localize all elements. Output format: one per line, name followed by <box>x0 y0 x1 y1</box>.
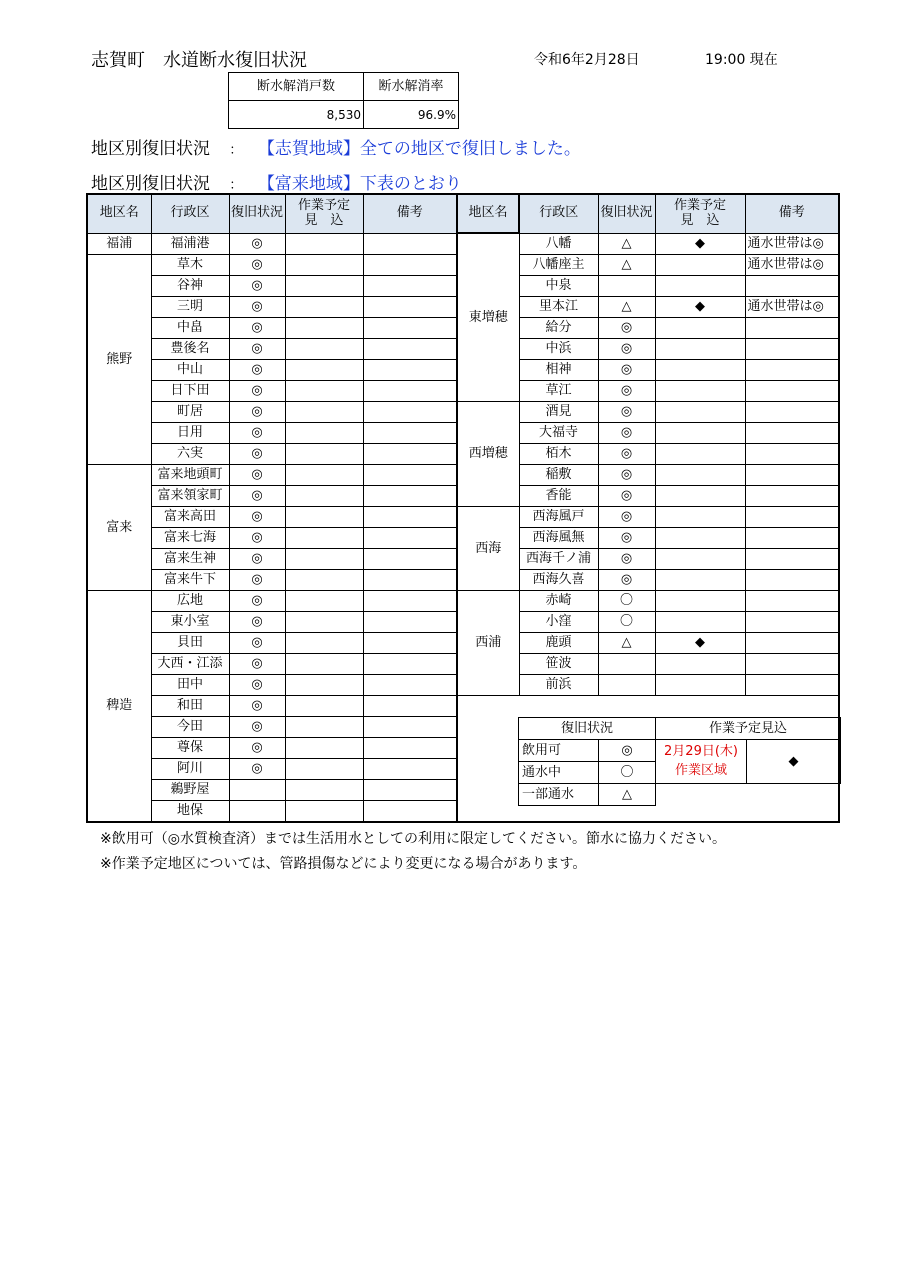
schedule-cell <box>285 233 363 254</box>
status-cell: ◎ <box>598 548 655 569</box>
schedule-cell <box>285 485 363 506</box>
schedule-cell <box>285 800 363 822</box>
header-schedule <box>655 194 745 233</box>
status-cell: ◎ <box>229 317 285 338</box>
remarks-cell: 通水世帯は◎ <box>745 233 839 254</box>
admin-cell: 笹波 <box>519 653 598 674</box>
admin-cell: 鵜野屋 <box>151 779 229 800</box>
remarks-cell <box>363 296 457 317</box>
remarks-cell <box>745 338 839 359</box>
table-row <box>87 506 839 527</box>
households-label: 断水解消戸数 <box>229 73 364 101</box>
status-cell: ◎ <box>229 443 285 464</box>
admin-cell: 富来領家町 <box>151 485 229 506</box>
schedule-cell <box>655 422 745 443</box>
admin-cell: 今田 <box>151 716 229 737</box>
remarks-cell <box>363 569 457 590</box>
schedule-cell <box>285 695 363 716</box>
legend-symbol: △ <box>599 784 656 806</box>
admin-cell: 三明 <box>151 296 229 317</box>
rate-value: 96.9% <box>364 101 459 129</box>
remarks-cell <box>745 548 839 569</box>
header-admin: 行政区 <box>519 194 598 233</box>
page-title: 志賀町 水道断水復旧状況 <box>91 50 307 71</box>
remarks-cell <box>363 632 457 653</box>
admin-cell: 日用 <box>151 422 229 443</box>
schedule-cell <box>285 548 363 569</box>
admin-cell: 前浜 <box>519 674 598 695</box>
remarks-cell <box>363 548 457 569</box>
status-cell: ◎ <box>598 569 655 590</box>
admin-cell: 栢木 <box>519 443 598 464</box>
admin-cell: 中泉 <box>519 275 598 296</box>
schedule-cell <box>285 359 363 380</box>
schedule-cell <box>655 569 745 590</box>
remarks-cell: 通水世帯は◎ <box>745 296 839 317</box>
district-cell: 西増穂 <box>457 401 519 506</box>
remarks-cell <box>745 422 839 443</box>
status-cell: ◎ <box>598 443 655 464</box>
admin-cell: 中浜 <box>519 338 598 359</box>
schedule-cell <box>285 254 363 275</box>
status-line-togi <box>91 169 462 194</box>
status-cell: ◎ <box>229 590 285 611</box>
schedule-cell <box>285 590 363 611</box>
status-cell: ◎ <box>229 485 285 506</box>
remarks-cell: 通水世帯は◎ <box>745 254 839 275</box>
legend-schedule-header: 作業予定見込 <box>656 718 841 740</box>
remarks-cell <box>363 443 457 464</box>
legend-schedule-cell <box>656 740 747 784</box>
remarks-cell <box>363 338 457 359</box>
remarks-cell <box>745 632 839 653</box>
remarks-cell <box>745 359 839 380</box>
admin-cell: 給分 <box>519 317 598 338</box>
legend-symbol: 〇 <box>599 762 656 784</box>
remarks-cell <box>745 401 839 422</box>
status-cell: △ <box>598 233 655 254</box>
status-cell: ◎ <box>229 527 285 548</box>
admin-cell: 赤崎 <box>519 590 598 611</box>
status-cell: ◎ <box>598 338 655 359</box>
status-cell <box>598 275 655 296</box>
status-cell <box>229 800 285 822</box>
remarks-cell <box>363 590 457 611</box>
status-line-text: 全ての地区で復旧しました。 <box>359 139 581 159</box>
table-row <box>87 401 839 422</box>
schedule-cell <box>285 674 363 695</box>
summary-table <box>228 72 459 129</box>
status-cell: ◎ <box>598 464 655 485</box>
status-cell: ◎ <box>229 737 285 758</box>
status-cell: △ <box>598 254 655 275</box>
admin-cell: 西海千ノ浦 <box>519 548 598 569</box>
admin-cell: 西海久喜 <box>519 569 598 590</box>
admin-cell: 草江 <box>519 380 598 401</box>
remarks-cell <box>363 401 457 422</box>
admin-cell: 六実 <box>151 443 229 464</box>
legend-label: 飲用可 <box>519 740 599 762</box>
remarks-cell <box>363 653 457 674</box>
schedule-cell <box>655 506 745 527</box>
header-schedule-line2: 見 込 <box>304 212 344 228</box>
admin-cell: 尊保 <box>151 737 229 758</box>
remarks-cell <box>363 233 457 254</box>
remarks-cell <box>745 506 839 527</box>
district-cell: 熊野 <box>87 254 151 464</box>
report-time: 19:00 現在 <box>705 52 778 68</box>
status-cell <box>598 674 655 695</box>
header-schedule-line1: 作業予定 <box>297 197 350 213</box>
remarks-cell <box>745 674 839 695</box>
schedule-cell <box>285 527 363 548</box>
status-cell <box>598 653 655 674</box>
schedule-cell <box>285 779 363 800</box>
schedule-cell <box>285 401 363 422</box>
status-cell: ◎ <box>598 317 655 338</box>
status-cell: ◎ <box>229 233 285 254</box>
note-2: ※作業予定地区については、管路損傷などにより変更になる場合があります。 <box>100 856 587 872</box>
schedule-cell <box>655 401 745 422</box>
schedule-cell <box>285 737 363 758</box>
status-cell: ◎ <box>598 527 655 548</box>
status-cell: ◎ <box>229 506 285 527</box>
admin-cell: 里本江 <box>519 296 598 317</box>
admin-cell: 大福寺 <box>519 422 598 443</box>
admin-cell: 八幡座主 <box>519 254 598 275</box>
admin-cell: 東小室 <box>151 611 229 632</box>
remarks-cell <box>363 716 457 737</box>
schedule-cell <box>655 527 745 548</box>
admin-cell: 広地 <box>151 590 229 611</box>
remarks-cell <box>363 779 457 800</box>
status-cell: ◎ <box>598 380 655 401</box>
status-line-shika <box>91 134 581 159</box>
admin-cell: 相神 <box>519 359 598 380</box>
remarks-cell <box>745 653 839 674</box>
status-line-label: 地区別復旧状況 <box>91 174 210 194</box>
status-line-colon: ： <box>229 178 243 193</box>
schedule-cell <box>285 380 363 401</box>
schedule-cell <box>655 338 745 359</box>
admin-cell: 大西・江添 <box>151 653 229 674</box>
schedule-cell <box>285 569 363 590</box>
status-cell: ◎ <box>229 422 285 443</box>
status-cell: ◎ <box>229 758 285 779</box>
header-remarks: 備考 <box>745 194 839 233</box>
status-cell: ◎ <box>229 674 285 695</box>
status-line-colon: ： <box>229 143 243 158</box>
remarks-cell <box>745 527 839 548</box>
schedule-cell <box>655 254 745 275</box>
admin-cell: 貝田 <box>151 632 229 653</box>
remarks-cell <box>745 485 839 506</box>
admin-cell: 町居 <box>151 401 229 422</box>
header-district: 地区名 <box>87 194 151 233</box>
schedule-cell <box>655 317 745 338</box>
status-cell: △ <box>598 296 655 317</box>
status-cell: ◎ <box>229 569 285 590</box>
status-cell: 〇 <box>598 590 655 611</box>
remarks-cell <box>745 590 839 611</box>
remarks-cell <box>363 317 457 338</box>
header-district: 地区名 <box>457 194 519 233</box>
header-status: 復旧状況 <box>229 194 285 233</box>
header-schedule-line1: 作業予定 <box>673 197 726 213</box>
district-cell: 西浦 <box>457 590 519 695</box>
admin-cell: 日下田 <box>151 380 229 401</box>
remarks-cell <box>745 569 839 590</box>
remarks-cell <box>363 737 457 758</box>
remarks-cell <box>363 359 457 380</box>
legend-label: 通水中 <box>519 762 599 784</box>
admin-cell: 稲敷 <box>519 464 598 485</box>
admin-cell: 八幡 <box>519 233 598 254</box>
remarks-cell <box>363 275 457 296</box>
status-cell: ◎ <box>598 506 655 527</box>
schedule-cell <box>655 611 745 632</box>
district-cell: 東増穂 <box>457 233 519 401</box>
status-cell: △ <box>598 632 655 653</box>
header-admin: 行政区 <box>151 194 229 233</box>
admin-cell: 中山 <box>151 359 229 380</box>
schedule-cell <box>655 275 745 296</box>
legend-table <box>518 717 841 806</box>
district-cell: 富来 <box>87 464 151 590</box>
status-cell: ◎ <box>229 632 285 653</box>
legend-blank <box>656 784 841 806</box>
admin-cell: 谷神 <box>151 275 229 296</box>
remarks-cell <box>363 380 457 401</box>
remarks-cell <box>363 674 457 695</box>
status-line-region: 【富来地域】 <box>257 174 360 194</box>
remarks-cell <box>363 485 457 506</box>
rate-label: 断水解消率 <box>364 73 459 101</box>
table-row <box>87 233 839 254</box>
remarks-cell <box>745 611 839 632</box>
table-row <box>87 695 839 716</box>
status-line-region: 【志賀地域】 <box>257 139 360 159</box>
remarks-cell <box>363 464 457 485</box>
note-1: ※飲用可（◎水質検査済）までは生活用水としての利用に限定してください。節水に協力ください。 <box>100 831 726 847</box>
schedule-cell <box>285 653 363 674</box>
schedule-cell <box>655 464 745 485</box>
status-cell: ◎ <box>229 359 285 380</box>
header-remarks: 備考 <box>363 194 457 233</box>
status-cell: ◎ <box>229 611 285 632</box>
status-cell: ◎ <box>229 338 285 359</box>
status-cell: ◎ <box>229 401 285 422</box>
status-cell: ◎ <box>598 485 655 506</box>
status-cell: ◎ <box>229 380 285 401</box>
header-status: 復旧状況 <box>598 194 655 233</box>
remarks-cell <box>363 506 457 527</box>
schedule-cell <box>655 674 745 695</box>
admin-cell: 和田 <box>151 695 229 716</box>
admin-cell: 鹿頭 <box>519 632 598 653</box>
schedule-cell <box>285 296 363 317</box>
schedule-cell <box>285 275 363 296</box>
schedule-cell <box>655 443 745 464</box>
legend-label: 一部通水 <box>519 784 599 806</box>
admin-cell: 富来生神 <box>151 548 229 569</box>
admin-cell: 富来七海 <box>151 527 229 548</box>
admin-cell: 福浦港 <box>151 233 229 254</box>
schedule-cell <box>655 590 745 611</box>
schedule-cell <box>285 443 363 464</box>
status-cell: ◎ <box>229 716 285 737</box>
schedule-cell: ◆ <box>655 233 745 254</box>
admin-cell: 小窪 <box>519 611 598 632</box>
status-cell: 〇 <box>598 611 655 632</box>
admin-cell: 香能 <box>519 485 598 506</box>
schedule-cell <box>285 506 363 527</box>
remarks-cell <box>363 800 457 822</box>
status-cell: ◎ <box>229 296 285 317</box>
schedule-cell <box>285 632 363 653</box>
status-cell: ◎ <box>598 359 655 380</box>
remarks-cell <box>363 422 457 443</box>
admin-cell: 西海風戸 <box>519 506 598 527</box>
admin-cell: 酒見 <box>519 401 598 422</box>
status-cell: ◎ <box>229 464 285 485</box>
schedule-cell <box>285 338 363 359</box>
legend-schedule-area: 作業区域 <box>675 762 728 778</box>
schedule-cell: ◆ <box>655 296 745 317</box>
status-cell: ◎ <box>229 653 285 674</box>
admin-cell: 草木 <box>151 254 229 275</box>
schedule-cell <box>655 380 745 401</box>
district-cell: 西海 <box>457 506 519 590</box>
remarks-cell <box>745 464 839 485</box>
status-cell: ◎ <box>229 275 285 296</box>
remarks-cell <box>363 254 457 275</box>
admin-cell: 田中 <box>151 674 229 695</box>
schedule-cell <box>285 716 363 737</box>
schedule-cell <box>285 317 363 338</box>
legend-status-header: 復旧状況 <box>519 718 656 740</box>
legend-schedule-symbol: ◆ <box>747 740 841 784</box>
legend-schedule-date: 2月29日(木) <box>664 744 738 760</box>
admin-cell: 西海風無 <box>519 527 598 548</box>
table-row <box>87 590 839 611</box>
status-cell: ◎ <box>598 422 655 443</box>
district-cell: 稗造 <box>87 590 151 822</box>
schedule-cell <box>285 464 363 485</box>
remarks-cell <box>363 695 457 716</box>
header-schedule <box>285 194 363 233</box>
schedule-cell <box>655 485 745 506</box>
remarks-cell <box>363 611 457 632</box>
remarks-cell <box>363 527 457 548</box>
status-line-text: 下表のとおり <box>359 174 462 194</box>
schedule-cell <box>285 422 363 443</box>
schedule-cell <box>655 548 745 569</box>
schedule-cell <box>285 611 363 632</box>
remarks-cell <box>363 758 457 779</box>
status-cell: ◎ <box>229 695 285 716</box>
status-cell: ◎ <box>229 548 285 569</box>
status-cell: ◎ <box>598 401 655 422</box>
status-cell <box>229 779 285 800</box>
schedule-cell: ◆ <box>655 632 745 653</box>
admin-cell: 富来地頭町 <box>151 464 229 485</box>
status-line-label: 地区別復旧状況 <box>91 139 210 159</box>
admin-cell: 富来高田 <box>151 506 229 527</box>
table-header-row <box>87 194 839 233</box>
remarks-cell <box>745 317 839 338</box>
schedule-cell <box>655 653 745 674</box>
schedule-cell <box>285 758 363 779</box>
admin-cell: 阿川 <box>151 758 229 779</box>
schedule-cell <box>655 359 745 380</box>
status-cell: ◎ <box>229 254 285 275</box>
header-schedule-line2: 見 込 <box>680 212 720 228</box>
remarks-cell <box>745 380 839 401</box>
households-value: 8,530 <box>229 101 364 129</box>
admin-cell: 中畠 <box>151 317 229 338</box>
district-cell: 福浦 <box>87 233 151 254</box>
admin-cell: 富来牛下 <box>151 569 229 590</box>
admin-cell: 地保 <box>151 800 229 822</box>
remarks-cell <box>745 443 839 464</box>
remarks-cell <box>745 275 839 296</box>
admin-cell: 豊後名 <box>151 338 229 359</box>
legend-symbol: ◎ <box>599 740 656 762</box>
report-date: 令和6年2月28日 <box>534 52 640 68</box>
